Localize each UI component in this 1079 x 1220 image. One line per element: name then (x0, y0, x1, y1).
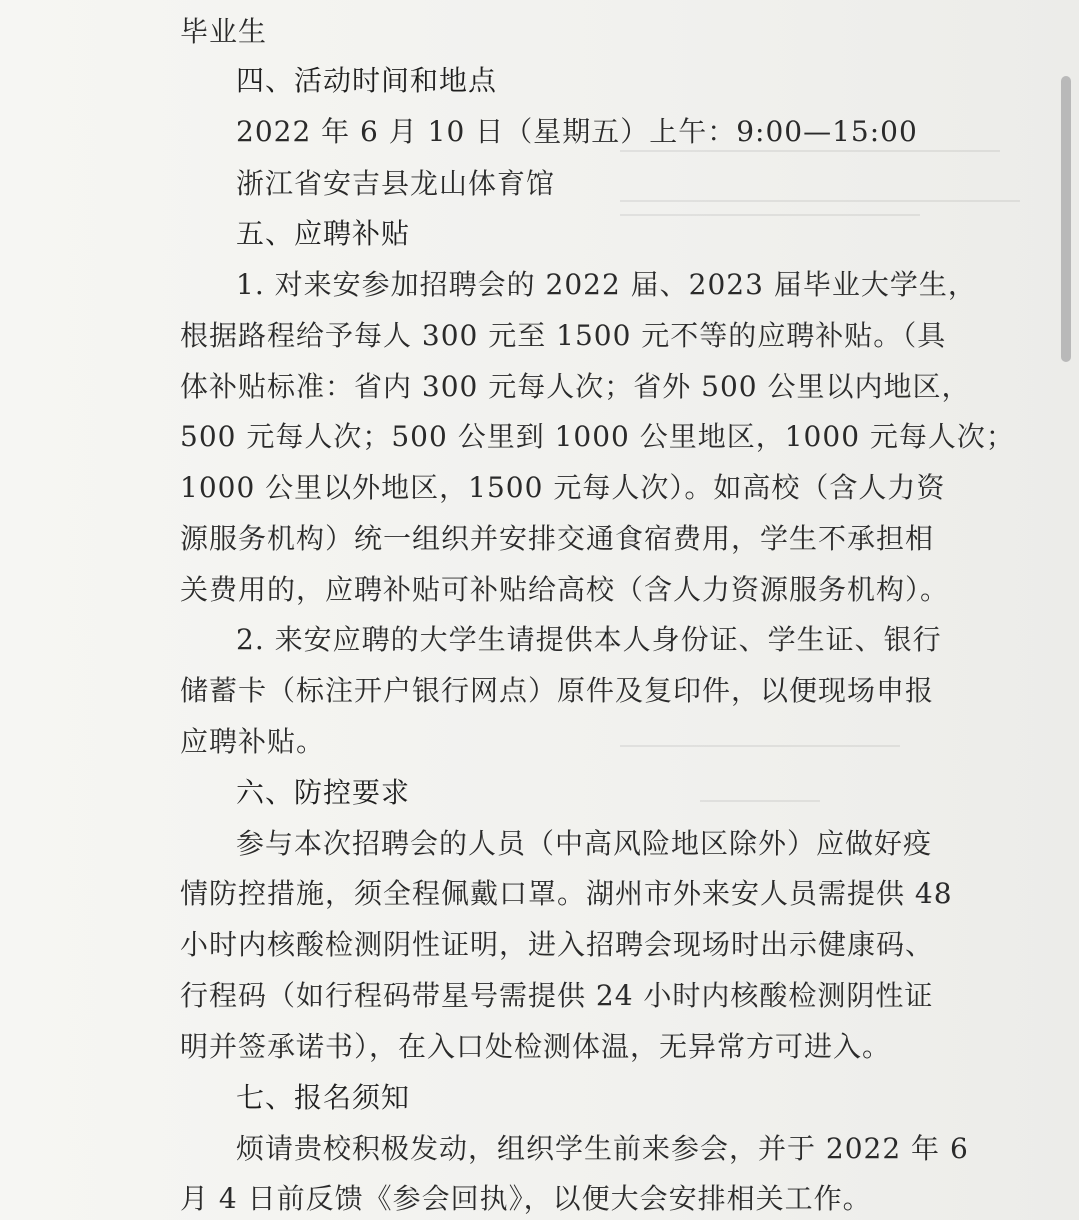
text-line: 小时内核酸检测阴性证明，进入招聘会现场时出示健康码、 (180, 928, 935, 961)
text-line: 行程码（如行程码带星号需提供 24 小时内核酸检测阴性证 (180, 979, 934, 1012)
text-line: 毕业生 (180, 15, 268, 48)
bleed-through-mark (620, 745, 900, 747)
text-line: 源服务机构）统一组织并安排交通食宿费用，学生不承担相 (180, 522, 935, 555)
bleed-through-mark (620, 200, 1020, 202)
text-line: 明并签承诺书），在入口处检测体温，无异常方可进入。 (180, 1030, 892, 1063)
bleed-through-mark (700, 800, 820, 802)
text-line: 浙江省安吉县龙山体育馆 (236, 167, 556, 200)
text-line: 储蓄卡（标注开户银行网点）原件及复印件，以便现场申报 (180, 674, 935, 707)
text-line: 参与本次招聘会的人员（中高风险地区除外）应做好疫 (236, 827, 933, 860)
section-heading: 四、活动时间和地点 (236, 64, 498, 97)
text-line: 500 元每人次；500 公里到 1000 公里地区，1000 元每人次； (180, 420, 1015, 453)
bleed-through-mark (620, 214, 920, 216)
text-line: 1. 对来安参加招聘会的 2022 届、2023 届毕业大学生， (236, 268, 977, 301)
text-line: 根据路程给予每人 300 元至 1500 元不等的应聘补贴。（具 (180, 319, 947, 352)
text-line: 2022 年 6 月 10 日（星期五）上午：9:00—15:00 (236, 115, 918, 148)
section-heading: 七、报名须知 (236, 1081, 411, 1114)
section-heading: 六、防控要求 (236, 776, 411, 809)
bleed-through-mark (620, 150, 1000, 152)
section-heading: 五、应聘补贴 (236, 217, 411, 250)
text-line: 2. 来安应聘的大学生请提供本人身份证、学生证、银行 (236, 623, 942, 656)
text-line: 关费用的，应聘补贴可补贴给高校（含人力资源服务机构）。 (180, 573, 950, 606)
text-line: 月 4 日前反馈《参会回执》，以便大会安排相关工作。 (180, 1182, 872, 1215)
text-line: 情防控措施，须全程佩戴口罩。湖州市外来安人员需提供 48 (180, 877, 953, 910)
text-line: 烦请贵校积极发动，组织学生前来参会，并于 2022 年 6 (236, 1132, 969, 1165)
text-line: 体补贴标准：省内 300 元每人次；省外 500 公里以内地区， (180, 370, 971, 403)
scrollbar-thumb[interactable] (1061, 76, 1071, 362)
text-line: 应聘补贴。 (180, 725, 326, 758)
text-line: 1000 公里以外地区，1500 元每人次）。如高校（含人力资 (180, 471, 946, 504)
